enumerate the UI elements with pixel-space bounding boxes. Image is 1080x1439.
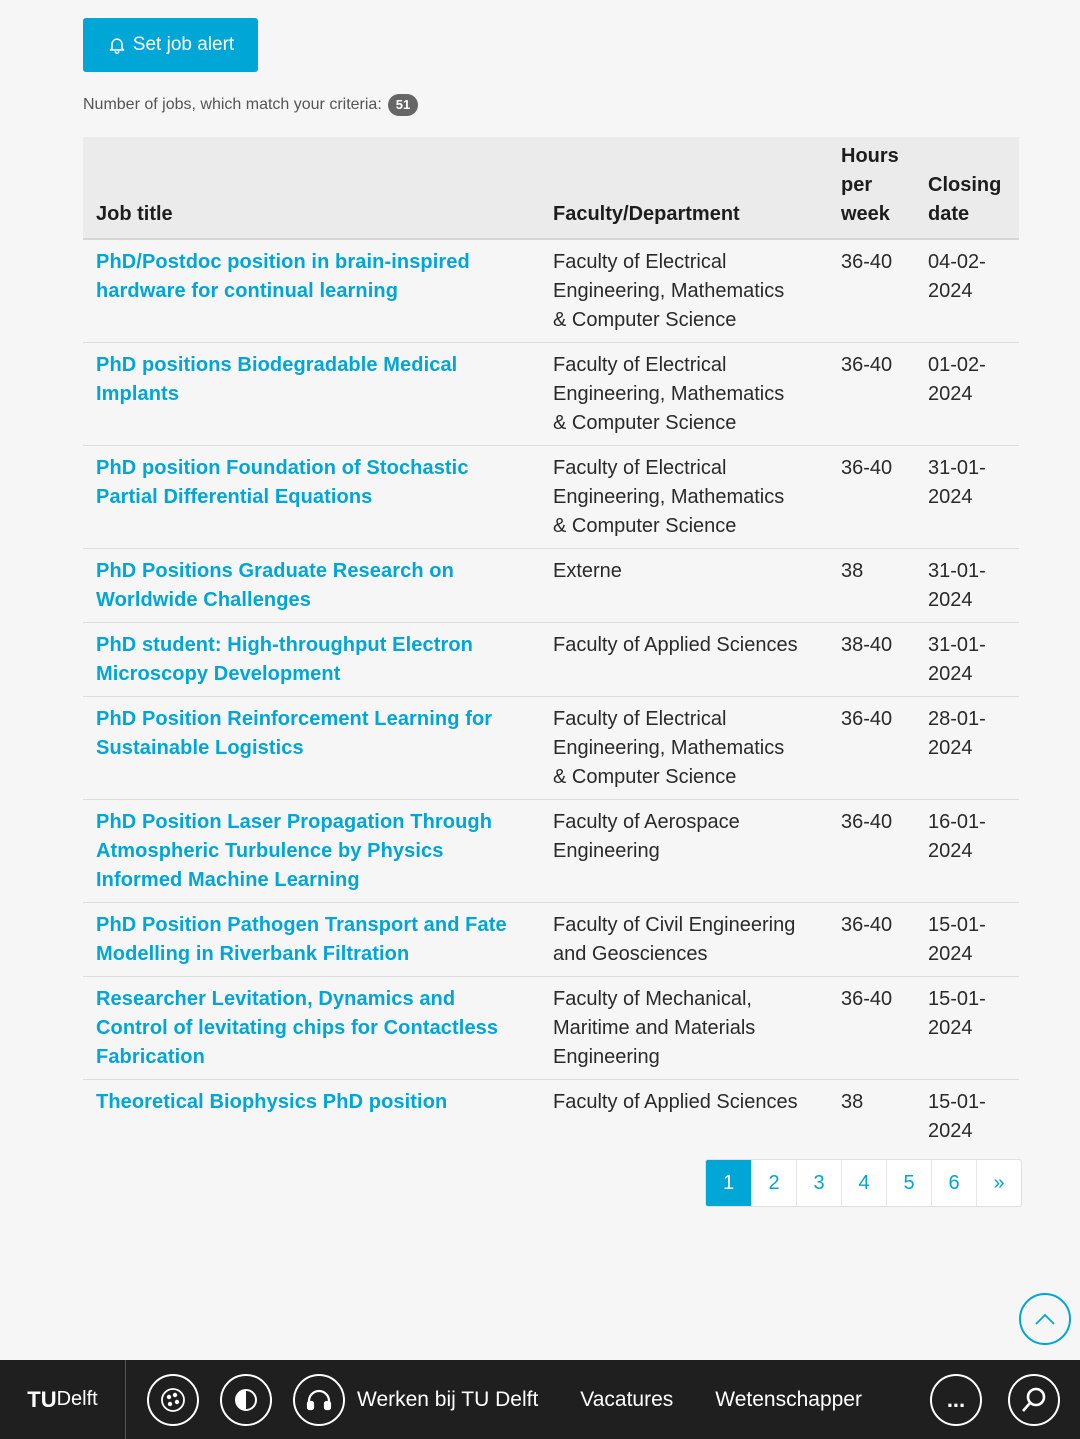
faculty-cell: Faculty of Electrical Engineering, Mathematics & Computer Science bbox=[540, 239, 828, 343]
chevron-up-icon bbox=[1034, 1312, 1056, 1326]
job-title-cell bbox=[83, 977, 540, 1080]
job-title-link[interactable]: PhD Positions Graduate Research on Worldwide Challenges bbox=[96, 560, 454, 611]
hours-cell: 38 bbox=[828, 549, 915, 623]
faculty-cell: Faculty of Electrical Engineering, Mathematics & Computer Science bbox=[540, 446, 828, 549]
hours-cell: 36-40 bbox=[828, 977, 915, 1080]
header-faculty[interactable]: Faculty/Department bbox=[540, 137, 828, 239]
cookie-icon bbox=[159, 1386, 187, 1414]
closing-date-cell: 31-01- 2024 bbox=[915, 549, 1019, 623]
hours-cell: 38-40 bbox=[828, 623, 915, 697]
job-title-cell bbox=[83, 446, 540, 549]
job-title-link[interactable]: PhD Position Laser Propagation Through Atmospheric Turbulence by Physics Informed Machine Learning bbox=[96, 811, 493, 891]
job-count-label: Number of jobs, which match your criteria: bbox=[83, 96, 382, 113]
page-6-button[interactable]: 6 bbox=[931, 1160, 976, 1206]
footer-link-vacatures[interactable]: Vacatures bbox=[580, 1387, 674, 1411]
closing-date-cell: 01-02- 2024 bbox=[915, 343, 1019, 446]
table-row[interactable] bbox=[83, 623, 1019, 697]
table-row[interactable] bbox=[83, 239, 1019, 343]
cookie-settings-button[interactable] bbox=[147, 1374, 199, 1426]
more-menu-button[interactable] bbox=[930, 1374, 982, 1426]
listen-button[interactable] bbox=[293, 1374, 345, 1426]
faculty-cell: Faculty of Electrical Engineering, Mathematics & Computer Science bbox=[540, 697, 828, 800]
footer-bar bbox=[0, 1360, 1080, 1439]
job-title-cell bbox=[83, 1080, 540, 1154]
search-button[interactable] bbox=[1008, 1374, 1060, 1426]
faculty-cell: Faculty of Electrical Engineering, Mathematics & Computer Science bbox=[540, 343, 828, 446]
job-title-cell bbox=[83, 239, 540, 343]
next-page-button[interactable]: » bbox=[976, 1160, 1021, 1206]
headphones-icon bbox=[305, 1388, 333, 1412]
faculty-cell: Faculty of Mechanical, Maritime and Materials Engineering bbox=[540, 977, 828, 1080]
set-job-alert-button[interactable] bbox=[83, 18, 258, 72]
table-row[interactable] bbox=[83, 903, 1019, 977]
page-2-button[interactable]: 2 bbox=[751, 1160, 796, 1206]
page-1-button[interactable]: 1 bbox=[706, 1160, 751, 1206]
logo-tu: TU bbox=[27, 1386, 57, 1412]
table-row[interactable] bbox=[83, 697, 1019, 800]
search-icon bbox=[1019, 1385, 1049, 1415]
hours-cell: 36-40 bbox=[828, 800, 915, 903]
job-count-line bbox=[83, 94, 418, 116]
scroll-to-top-button[interactable] bbox=[1019, 1293, 1071, 1345]
table-row[interactable] bbox=[83, 1080, 1019, 1154]
faculty-cell: Externe bbox=[540, 549, 828, 623]
closing-date-cell: 16-01- 2024 bbox=[915, 800, 1019, 903]
hours-cell: 36-40 bbox=[828, 343, 915, 446]
contrast-toggle-button[interactable] bbox=[220, 1374, 272, 1426]
table-row[interactable] bbox=[83, 977, 1019, 1080]
tu-delft-logo[interactable] bbox=[0, 1360, 126, 1439]
header-job-title[interactable]: Job title bbox=[83, 137, 540, 239]
hours-cell: 38 bbox=[841, 1091, 864, 1113]
set-job-alert-label: Set job alert bbox=[132, 34, 235, 55]
hours-cell: 36-40 bbox=[828, 446, 915, 549]
job-count-badge: 51 bbox=[388, 94, 418, 116]
page-4-button[interactable]: 4 bbox=[841, 1160, 886, 1206]
header-closing-date[interactable]: Closing date bbox=[915, 137, 1019, 239]
table-row[interactable] bbox=[83, 549, 1019, 623]
header-hours[interactable]: Hours per week bbox=[828, 137, 915, 239]
job-title-link[interactable]: PhD Position Reinforcement Learning for Sustainable Logistics bbox=[96, 708, 493, 759]
pagination bbox=[705, 1159, 1022, 1207]
hours-cell: 36-40 bbox=[828, 903, 915, 977]
table-row[interactable] bbox=[83, 343, 1019, 446]
table-row[interactable] bbox=[83, 446, 1019, 549]
footer-link-wetenschapper[interactable]: Wetenschapper bbox=[715, 1387, 862, 1411]
faculty-cell: Faculty of Applied Sciences bbox=[540, 623, 828, 697]
table-header-row bbox=[83, 137, 1019, 239]
jobs-table bbox=[83, 137, 1019, 1153]
closing-date-cell: 31-01- 2024 bbox=[915, 446, 1019, 549]
job-title-link[interactable]: PhD positions Biodegradable Medical Implants bbox=[96, 354, 458, 405]
hours-cell: 36-40 bbox=[828, 239, 915, 343]
page-3-button[interactable]: 3 bbox=[796, 1160, 841, 1206]
job-title-cell bbox=[83, 549, 540, 623]
page-5-button[interactable]: 5 bbox=[886, 1160, 931, 1206]
closing-date-cell: 04-02- 2024 bbox=[915, 239, 1019, 343]
closing-date-cell: 15-01- 2024 bbox=[915, 977, 1019, 1080]
job-title-cell bbox=[83, 623, 540, 697]
job-title-link[interactable]: PhD position Foundation of Stochastic Partial Differential Equations bbox=[96, 457, 469, 508]
job-title-link[interactable]: Theoretical Biophysics PhD position bbox=[96, 1091, 448, 1113]
closing-date-cell: 28-01- 2024 bbox=[915, 697, 1019, 800]
job-title-link[interactable]: PhD Position Pathogen Transport and Fate Modelling in Riverbank Filtration bbox=[96, 914, 507, 965]
contrast-icon bbox=[233, 1387, 259, 1413]
job-title-link[interactable]: PhD/Postdoc position in brain-inspired hardware for continual learning bbox=[96, 251, 470, 302]
hours-cell: 36-40 bbox=[828, 697, 915, 800]
job-title-cell bbox=[83, 343, 540, 446]
closing-date-cell: 15-01- 2024 bbox=[928, 1091, 986, 1142]
closing-date-cell: 31-01- 2024 bbox=[915, 623, 1019, 697]
table-row[interactable] bbox=[83, 800, 1019, 903]
job-title-link[interactable]: PhD student: High-throughput Electron Microscopy Development bbox=[96, 634, 473, 685]
faculty-cell: Faculty of Aerospace Engineering bbox=[540, 800, 828, 903]
more-label: ... bbox=[946, 1386, 966, 1412]
footer-link-werken[interactable]: Werken bij TU Delft bbox=[357, 1387, 539, 1411]
closing-date-cell: 15-01- 2024 bbox=[915, 903, 1019, 977]
job-title-link[interactable]: Researcher Levitation, Dynamics and Control of levitating chips for Contactless Fabrication bbox=[96, 988, 499, 1068]
logo-delft: Delft bbox=[56, 1388, 98, 1410]
job-title-cell bbox=[83, 800, 540, 903]
faculty-cell: Faculty of Civil Engineering and Geosciences bbox=[540, 903, 828, 977]
job-title-cell bbox=[83, 903, 540, 977]
faculty-cell: Faculty of Applied Sciences bbox=[553, 1091, 798, 1113]
bell-icon bbox=[107, 35, 127, 55]
job-title-cell bbox=[83, 697, 540, 800]
